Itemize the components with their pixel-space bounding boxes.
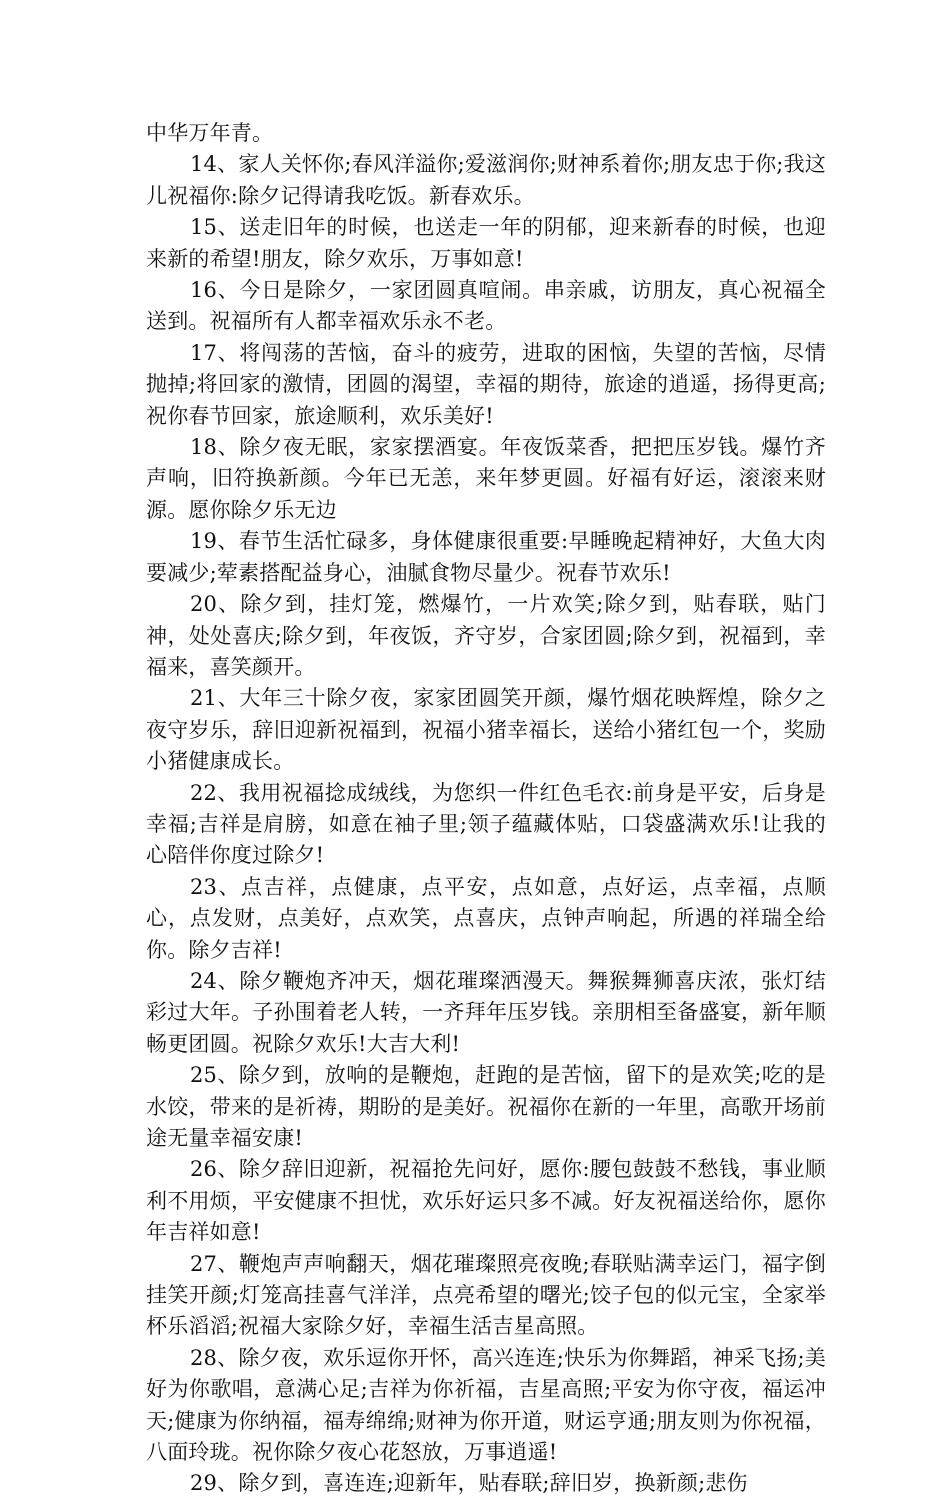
paragraph-19: 19、春节生活忙碌多，身体健康很重要:早睡晚起精神好，大鱼大肉要减少;荤素搭配益身心，油腻食物尽量少。祝春节欢乐! [146,529,826,585]
paragraph-16: 16、今日是除夕，一家团圆真喧闹。串亲戚，访朋友，真心祝福全送到。祝福所有人都幸福欢乐永不老。 [146,278,826,334]
paragraph-18: 18、除夕夜无眠，家家摆酒宴。年夜饭菜香，把把压岁钱。爆竹齐声响，旧符换新颜。今年已无恙，来年梦更圆。好福有好运，滚滚来财源。愿你除夕乐无边 [146,435,826,522]
paragraph-23: 23、点吉祥，点健康，点平安，点如意，点好运，点幸福，点顺心，点发财，点美好，点欢笑，点喜庆，点钟声响起，所遇的祥瑞全给你。除夕吉祥! [146,874,826,962]
document-body [146,118,826,1500]
paragraph-14: 14、家人关怀你;春风洋溢你;爱滋润你;财神系着你;朋友忠于你;我这儿祝福你:除夕记得请我吃饭。新春欢乐。 [146,152,826,208]
paragraph-27: 27、鞭炮声声响翻天，烟花璀璨照亮夜晚;春联贴满幸运门，福字倒挂笑开颜;灯笼高挂喜气洋洋，点亮希望的曙光;饺子包的似元宝，全家举杯乐滔滔;祝福大家除夕好，幸福生活吉星高照。 [146,1251,826,1339]
paragraph-26: 26、除夕辞旧迎新，祝福抢先问好，愿你:腰包鼓鼓不愁钱，事业顺利不用烦，平安健康不担忧，欢乐好运只多不减。好友祝福送给你，愿你年吉祥如意! [146,1157,826,1245]
paragraph-28: 28、除夕夜，欢乐逗你开怀，高兴连连;快乐为你舞蹈，神采飞扬;美好为你歌唱，意满心足;吉祥为你祈福，吉星高照;平安为你守夜，福运冲天;健康为你纳福，福寿绵绵;财神为你开道，财运亨通;朋友则为你祝福，八面玲珑。祝你除夕夜心花怒放，万事逍遥! [146,1345,826,1465]
paragraph-22: 22、我用祝福捻成绒线，为您织一件红色毛衣:前身是平安，后身是幸福;吉祥是肩膀，如意在袖子里;领子蕴藏体贴，口袋盛满欢乐!让我的心陪伴你度过除夕! [146,780,826,868]
paragraph-29: 29、除夕到，喜连连;迎新年，贴春联;辞旧岁，换新颜;悲伤 [190,1471,748,1496]
paragraph-17: 17、将闯荡的苦恼，奋斗的疲劳，进取的困恼，失望的苦恼，尽情抛掉;将回家的激情，团圆的渴望，幸福的期待，旅途的逍遥，扬得更高;祝你春节回家，旅途顺利，欢乐美好! [146,340,826,428]
paragraph-15: 15、送走旧年的时候，也送走一年的阴郁，迎来新春的时候，也迎来新的希望!朋友，除夕欢乐，万事如意! [146,215,826,271]
paragraph-21: 21、大年三十除夕夜，家家团圆笑开颜，爆竹烟花映辉煌，除夕之夜守岁乐，辞旧迎新祝福到，祝福小猪幸福长，送给小猪红包一个，奖励小猪健康成长。 [146,686,826,774]
paragraph-25: 25、除夕到，放响的是鞭炮，赶跑的是苦恼，留下的是欢笑;吃的是水饺，带来的是祈祷，期盼的是美好。祝福你在新的一年里，高歌开场前途无量幸福安康! [146,1063,826,1150]
paragraph-continuation: 中华万年青。 [146,121,274,145]
paragraph-20: 20、除夕到，挂灯笼，燃爆竹，一片欢笑;除夕到，贴春联，贴门神，处处喜庆;除夕到，年夜饭，齐守岁，合家团圆;除夕到，祝福到，幸福来，喜笑颜开。 [146,592,826,679]
paragraph-24: 24、除夕鞭炮齐冲天，烟花璀璨洒漫天。舞猴舞狮喜庆浓，张灯结彩过大年。子孙围着老人转，一齐拜年压岁钱。亲朋相至备盛宴，新年顺畅更团圆。祝除夕欢乐!大吉大利! [146,968,826,1056]
